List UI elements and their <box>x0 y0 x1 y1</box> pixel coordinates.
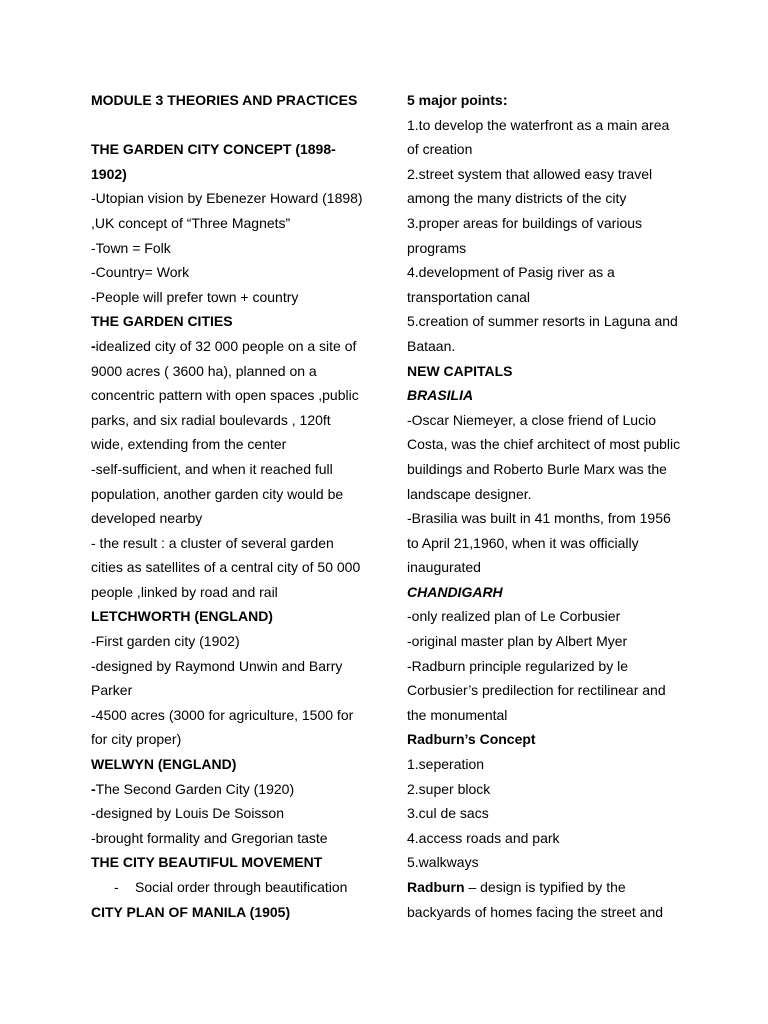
text-line <box>91 777 391 802</box>
text-line: 3.cul de sacs <box>407 805 489 822</box>
text-line: -Country= Work <box>91 264 190 281</box>
text-line: Corbusier’s predilection for rectilinear and <box>407 682 666 699</box>
text-line: -4500 acres (3000 for agriculture, 1500 for <box>91 706 354 723</box>
text-line: -original master plan by Albert Myer <box>407 633 628 650</box>
text-line: among the many districts of the city <box>407 190 627 207</box>
text-line: programs <box>407 239 467 256</box>
text-line: -Oscar Niemeyer, a close friend of Lucio <box>407 411 656 428</box>
garden-city-heading-cont: 1902) <box>91 165 127 182</box>
text-line: 2.street system that allowed easy travel <box>407 165 653 182</box>
dash: - <box>91 337 96 354</box>
spacer <box>91 113 391 138</box>
text-line: 1.seperation <box>407 756 485 773</box>
text-line: -designed by Louis De Soisson <box>91 805 285 822</box>
heading-text: 5 major points <box>407 92 503 108</box>
text-line: Parker <box>91 682 133 699</box>
welwyn-heading: WELWYN (ENGLAND) <box>91 756 237 773</box>
bullet-item <box>91 875 391 900</box>
text-line: developed nearby <box>91 510 203 527</box>
text-line: inaugurated <box>407 559 481 576</box>
major-points-heading <box>407 88 697 113</box>
text: The Second Garden City (1920) <box>95 780 295 797</box>
city-beautiful-heading: THE CITY BEAUTIFUL MOVEMENT <box>91 854 323 871</box>
text-line: -First garden city (1902) <box>91 633 240 650</box>
text-line: ,UK concept of “Three Magnets” <box>91 214 291 231</box>
text-line: -Radburn principle regularized by le <box>407 657 629 674</box>
text-line: -self-sufficient, and when it reached full <box>91 460 333 477</box>
text-line: parks, and six radial boulevards , 120ft <box>91 411 331 428</box>
text-line: 1.to develop the waterfront as a main area <box>407 116 670 133</box>
text-line <box>91 334 391 359</box>
brasilia-heading: BRASILIA <box>407 387 474 404</box>
text-line: of creation <box>407 141 473 158</box>
text-line: -Town = Folk <box>91 239 171 256</box>
text-line: -Brasilia was built in 41 months, from 1956 <box>407 510 671 527</box>
text-line <box>407 875 697 900</box>
garden-city-heading: THE GARDEN CITY CONCEPT (1898- <box>91 141 336 158</box>
text-line: 3.proper areas for buildings of various <box>407 214 643 231</box>
text-line: 9000 acres ( 3600 ha), planned on a <box>91 362 317 379</box>
text-line: buildings and Roberto Burle Marx was the <box>407 460 667 477</box>
text-line: for city proper) <box>91 731 182 748</box>
text: idealized city of 32 000 people on a site of <box>95 337 357 354</box>
radburn-concept-heading: Radburn’s Concept <box>407 731 536 748</box>
text-line: backyards of homes facing the street and <box>407 903 664 920</box>
text-line: -designed by Raymond Unwin and Barry <box>91 657 343 674</box>
text-line: 5.creation of summer resorts in Laguna and <box>407 313 678 330</box>
text-line: - the result : a cluster of several garden <box>91 534 334 551</box>
left-column <box>91 88 391 924</box>
right-column <box>407 88 697 924</box>
chandigarh-heading: CHANDIGARH <box>407 583 503 600</box>
text-line: 5.walkways <box>407 854 479 871</box>
text-line: to April 21,1960, when it was officially <box>407 534 639 551</box>
text-line: people ,linked by road and rail <box>91 583 278 600</box>
text-line: landscape designer. <box>407 485 532 502</box>
text-line: Costa, was the chief architect of most public <box>407 436 681 453</box>
manila-heading: CITY PLAN OF MANILA (1905) <box>91 903 291 920</box>
text-line: -only realized plan of Le Corbusier <box>407 608 621 625</box>
text-line: 4.development of Pasig river as a <box>407 264 615 281</box>
text-line: 4.access roads and park <box>407 829 560 846</box>
text-line: population, another garden city would be <box>91 485 344 502</box>
new-capitals-heading: NEW CAPITALS <box>407 362 513 379</box>
colon: : <box>502 92 508 109</box>
module-title: MODULE 3 THEORIES AND PRACTICES <box>91 92 358 108</box>
text-line: -brought formality and Gregorian taste <box>91 829 328 846</box>
bullet-dash: - <box>114 879 119 895</box>
garden-cities-heading: THE GARDEN CITIES <box>91 313 233 330</box>
text-line: -People will prefer town + country <box>91 288 299 305</box>
text-line: 2.super block <box>407 780 491 797</box>
text-line: wide, extending from the center <box>91 436 287 453</box>
dash: - <box>91 780 96 797</box>
text-line: transportation canal <box>407 288 530 305</box>
radburn-term: Radburn <box>407 879 465 895</box>
text-line: cities as satellites of a central city of 50 000 <box>91 559 361 576</box>
letchworth-heading: LETCHWORTH (ENGLAND) <box>91 608 273 625</box>
bullet-text: Social order through beautification <box>135 879 348 895</box>
text: – design is typified by the <box>464 879 626 895</box>
text-line: the monumental <box>407 706 508 723</box>
text-line: Bataan. <box>407 337 456 354</box>
text-line: -Utopian vision by Ebenezer Howard (1898) <box>91 190 363 207</box>
text-line: concentric pattern with open spaces ,public <box>91 387 359 404</box>
